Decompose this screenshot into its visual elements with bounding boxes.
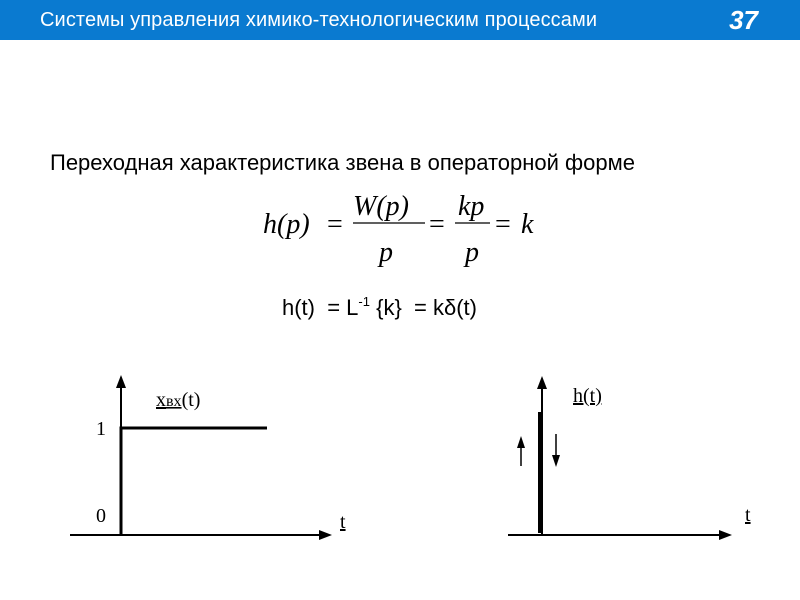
formula-rhs: k (521, 209, 534, 240)
transfer-formula (255, 185, 555, 280)
formula-eq1: = (327, 209, 343, 240)
step-input-graph (60, 370, 380, 560)
x-axis-arrow (319, 530, 332, 540)
y-tick-1: 1 (96, 418, 106, 440)
formula-frac2-num: kp (458, 191, 485, 222)
formula-frac2-den: p (465, 237, 479, 268)
input-label-sub: вх (166, 393, 182, 410)
input-label-base: x (156, 389, 166, 411)
down-arrow-icon (552, 455, 560, 467)
x-axis-label: t (745, 504, 751, 526)
y-axis-arrow (537, 376, 547, 389)
x-axis-arrow (719, 530, 732, 540)
impulse-formula-part1: h(t) = L (282, 295, 359, 320)
formula-lhs: h(p) (263, 209, 310, 240)
slide-header (0, 0, 800, 40)
step-signal (121, 428, 267, 535)
formula-eq2: = (429, 209, 445, 240)
formula-frac1-den: p (379, 237, 393, 268)
inverse-laplace-sup: -1 (358, 294, 370, 309)
output-signal-label: h(t) (573, 385, 602, 407)
formula-eq3: = (495, 209, 511, 240)
slide-title: Системы управления химико-технологическим процессами (40, 9, 598, 31)
input-label-arg: (t) (181, 389, 201, 411)
intro-text: Переходная характеристика звена в операторной форме (50, 150, 635, 175)
y-tick-0: 0 (96, 505, 106, 527)
y-axis-arrow (116, 375, 126, 388)
input-signal-label (156, 389, 200, 411)
x-axis-label: t (340, 511, 346, 533)
impulse-formula-part2: {k} = kδ(t) (369, 295, 477, 320)
impulse-response-graph (500, 370, 780, 560)
page-number: 37 (729, 5, 758, 35)
up-arrow-icon (517, 436, 525, 448)
formula-frac1-num: W(p) (353, 191, 409, 222)
impulse-formula (282, 294, 477, 321)
